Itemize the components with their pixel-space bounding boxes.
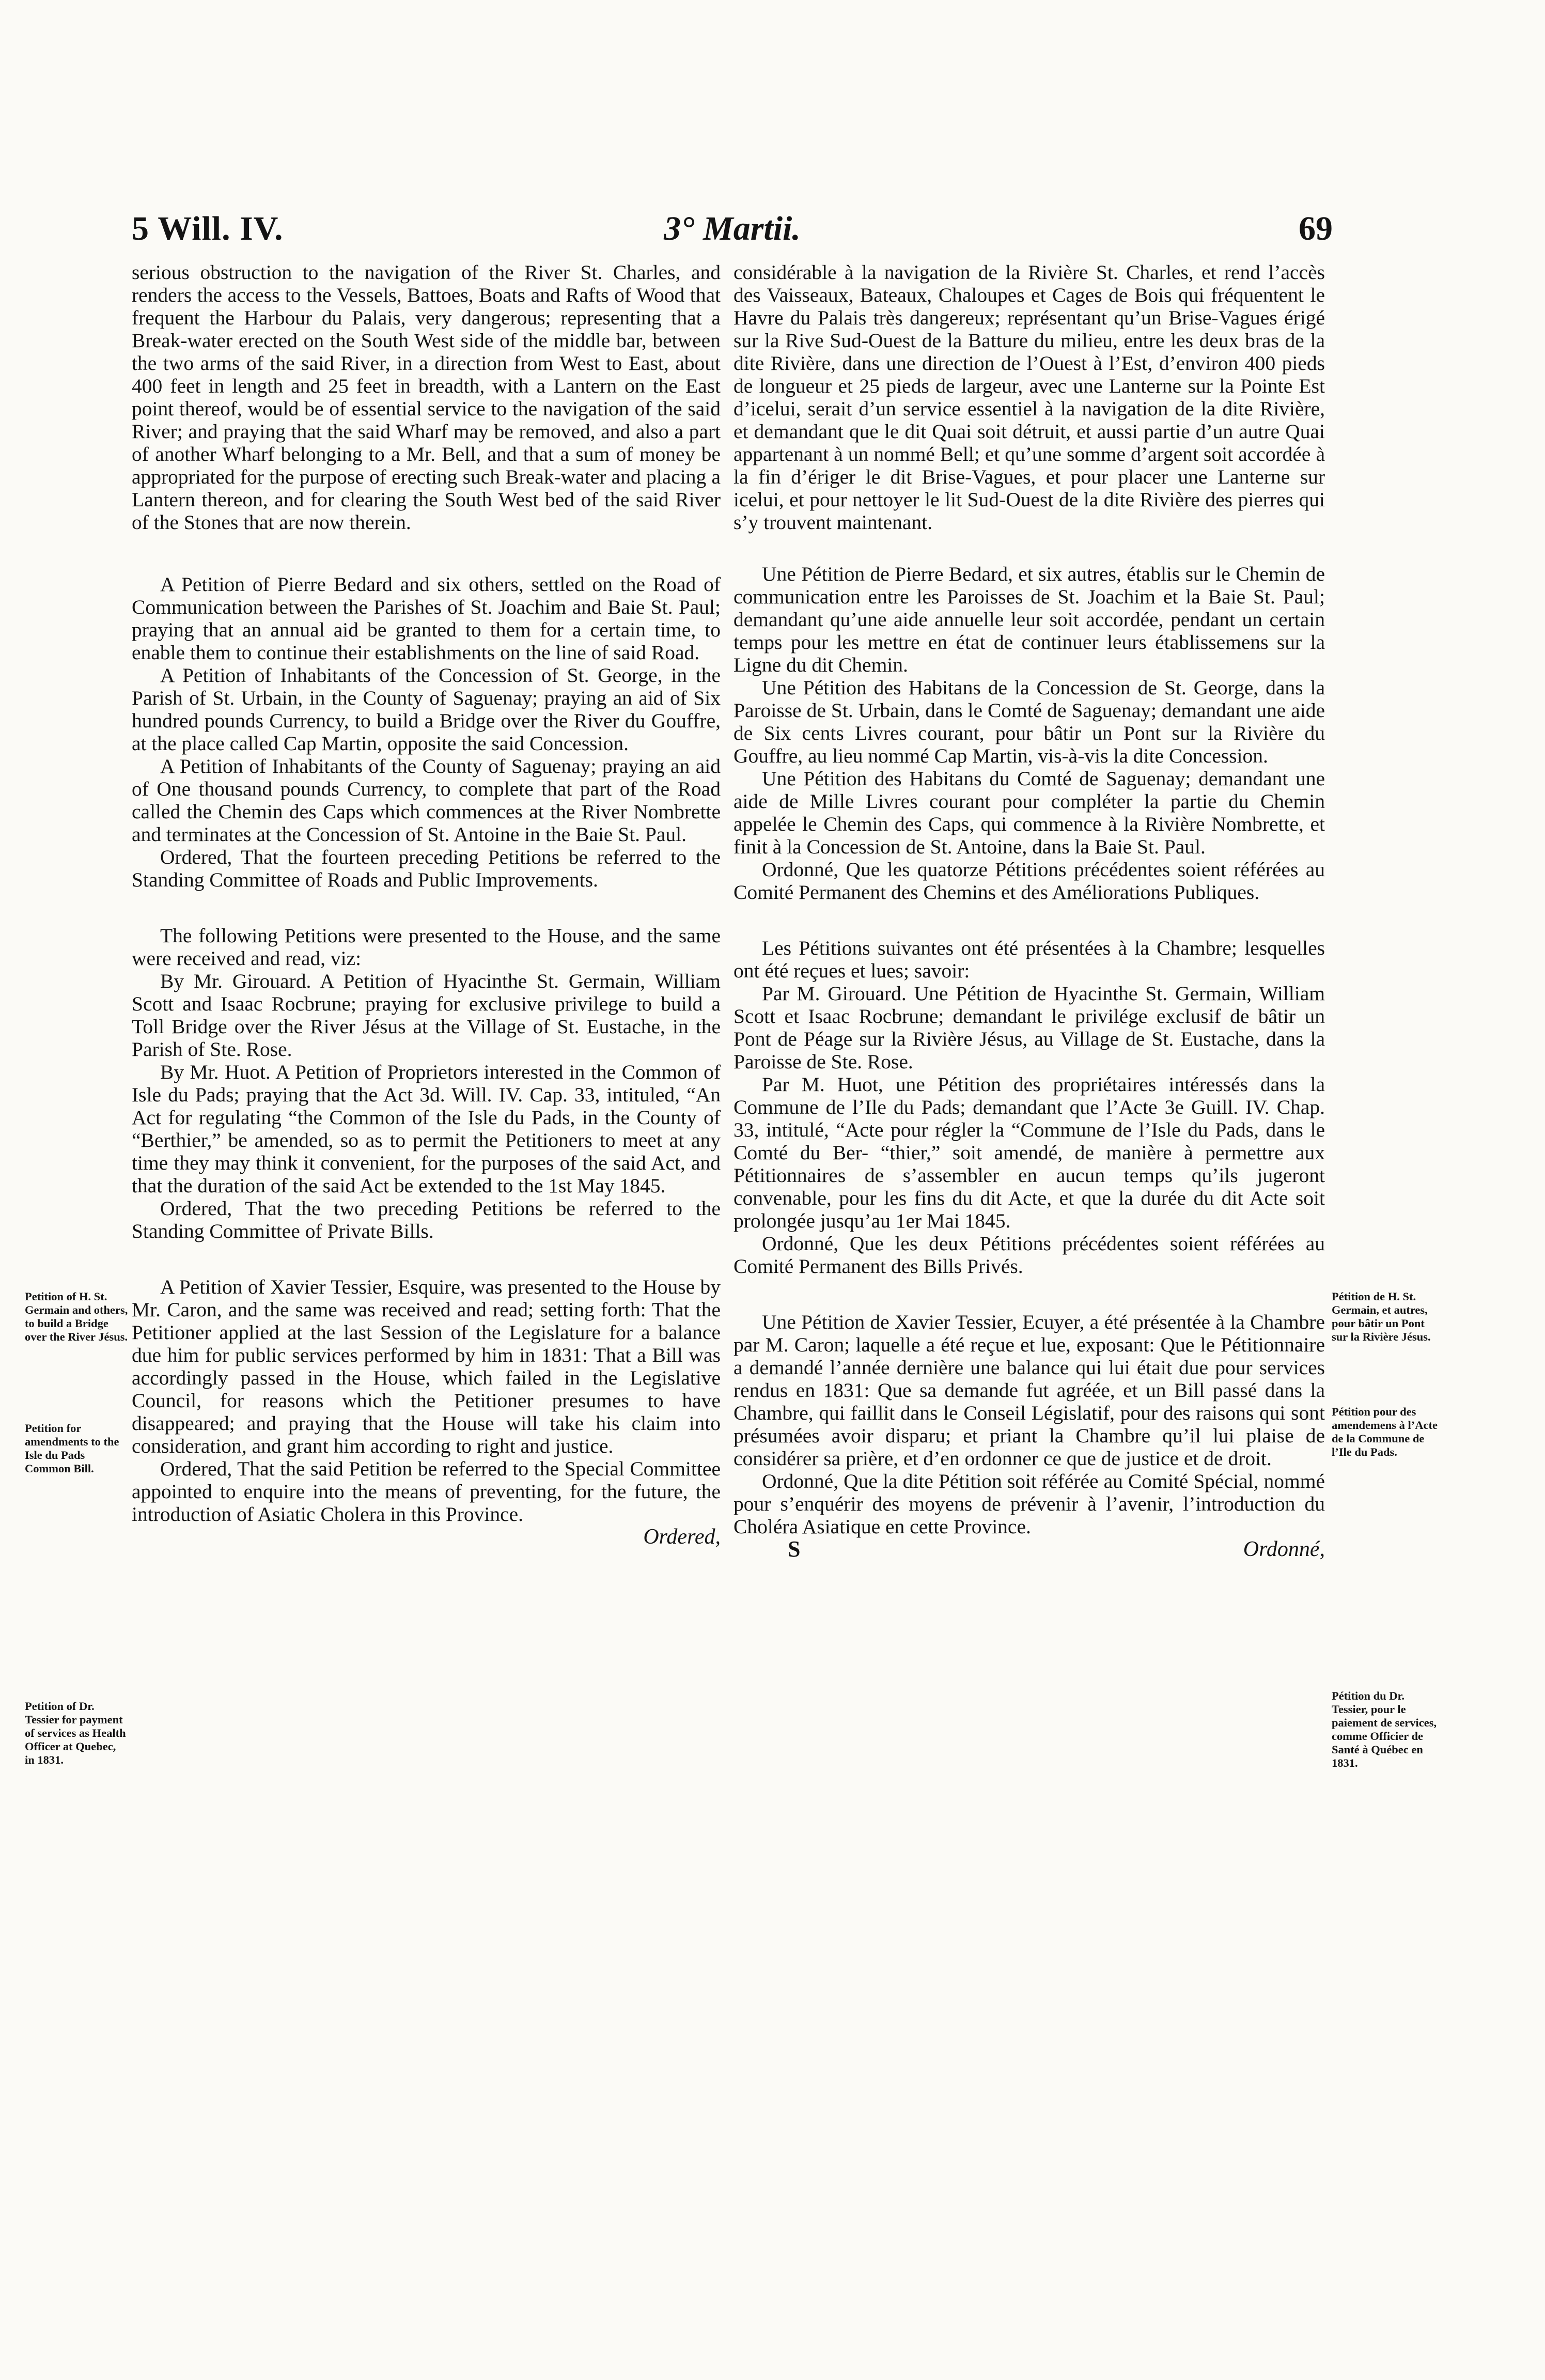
en-catchword: Ordered,	[643, 1525, 721, 1549]
fr-order-private-bills: Ordonné, Que les deux Pétitions précédentes soient référées au Comité Permanent des Bills Privés.	[734, 1232, 1325, 1278]
en-petition-huot: By Mr. Huot. A Petition of Proprietors interested in the Common of Isle du Pads; praying that the Act 3d. Will. IV. Cap. 33, intituled, “An Act for regulating “the Common of the Isle du Pads, in the County of “Berthier,” be amended, so as to permit the Petitioners to meet at any time they may think it convenient, for the purposes of the said Act, and that the duration of the said Act be extended to the 1st May 1845.	[132, 1061, 721, 1197]
en-order-roads: Ordered, That the fourteen preceding Petitions be referred to the Standing Committee of Roads and Public Improvements.	[132, 846, 721, 891]
margin-note-girouard-fr: Pétition de H. St. Germain, et autres, pour bâtir un Pont sur la Rivière Jésus.	[1332, 1290, 1431, 1343]
fr-petition-saguenay: Une Pétition des Habitans du Comté de Saguenay; demandant une aide de Mille Livres courant pour compléter la partie du Chemin appelée le Chemin des Caps, qui commence à la Rivière Nombrette, et finit à la Concession de St. Antoine, dans la Baie St. Paul.	[734, 767, 1325, 858]
fr-order-cholera: Ordonné, Que la dite Pétition soit référée au Comité Spécial, nommé pour s’enquérir des moyens de prévenir à l’avenir, l’introduction du Choléra Asiatique en cette Province.	[734, 1470, 1325, 1538]
fr-catchword-line	[734, 1538, 1325, 1561]
fr-order-roads: Ordonné, Que les quatorze Pétitions précédentes soient référées au Comité Permanent des Chemins et des Améliorations Publiques.	[734, 858, 1325, 904]
regnal-year: 5 Will. IV.	[132, 210, 284, 247]
en-petition-girouard: By Mr. Girouard. A Petition of Hyacinthe St. Germain, William Scott and Isaac Rocbrune; praying for exclusive privilege to build a Toll Bridge over the River Jésus at the Village of St. Eustache, in the Parish of Ste. Rose.	[132, 970, 721, 1061]
fr-petition-bedard: Une Pétition de Pierre Bedard, et six autres, établis sur le Chemin de communication entre les Paroisses de St. Joachim et la Baie St. Paul; demandant qu’une aide annuelle leur soit accordée, pendant un certain temps pour les mettre en état de continuer leurs établissemens sur la Ligne du dit Chemin.	[734, 563, 1325, 676]
margin-note-huot-en: Petition for amendments to the Isle du Pads Common Bill.	[25, 1422, 119, 1475]
english-column	[132, 261, 721, 1548]
en-petition-saguenay: A Petition of Inhabitants of the County of Saguenay; praying an aid of One thousand pounds Currency, to complete that part of the Road called the Chemin des Caps which commences at the River Nombrette and terminates at the Concession of St. Antoine in the Baie St. Paul.	[132, 755, 721, 846]
fr-petition-huot: Par M. Huot, une Pétition des propriétaires intéressés dans la Commune de l’Ile du Pads; demandant que l’Acte 3e Guill. IV. Chap. 33, intitulé, “Acte pour régler la “Commune de l’Isle du Pads, dans le Comté du Ber- “thier,” soit amendé, de manière à permettre aux Pétitionnaires de s’assembler en aucun temps qu’ils jugeront convenable, pour les fins du dit Acte, et que la durée du dit Acte soit prolongée jusqu’au 1er Mai 1845.	[734, 1073, 1325, 1232]
fr-following-petitions: Les Pétitions suivantes ont été présentées à la Chambre; lesquelles ont été reçues et lues; savoir:	[734, 937, 1325, 982]
fr-petition-st-george: Une Pétition des Habitans de la Concession de St. George, dans la Paroisse de St. Urbain, dans le Comté de Saguenay; demandant une aide de Six cents Livres courant, pour bâtir un Pont sur la Rivière du Gouffre, au lieu nommé Cap Martin, vis-à-vis la dite Concession.	[734, 676, 1325, 767]
en-petition-st-george: A Petition of Inhabitants of the Concession of St. George, in the Parish of St. Urbain, in the County of Saguenay; praying an aid of Six hundred pounds Currency, to build a Bridge over the River du Gouffre, at the place called Cap Martin, opposite the said Concession.	[132, 664, 721, 755]
session-date: 3° Martii.	[664, 210, 801, 247]
en-petition-bedard: A Petition of Pierre Bedard and six others, settled on the Road of Communication between the Parishes of St. Joachim and Baie St. Paul; praying that an annual aid be granted to them for a certain time, to enable them to continue their establishments on the line of said Road.	[132, 573, 721, 664]
running-head	[132, 209, 1333, 256]
fr-catchword: Ordonné,	[1243, 1537, 1325, 1561]
fr-petition-girouard: Par M. Girouard. Une Pétition de Hyacinthe St. Germain, William Scott et Isaac Rocbrune; demandant le privilége exclusif de bâtir un Pont de Péage sur la Rivière Jésus, au Village de St. Eustache, dans la Paroisse de Ste. Rose.	[734, 982, 1325, 1073]
en-order-private-bills: Ordered, That the two preceding Petitions be referred to the Standing Committee of Private Bills.	[132, 1197, 721, 1242]
fr-paragraph-obstruction: considérable à la navigation de la Rivière St. Charles, et rend l’accès des Vaisseaux, Bateaux, Chaloupes et Cages de Bois qui fréquentent le Havre du Palais très dangereux; représentant qu’un Brise-Vagues érigé sur la Rive Sud-Ouest de la Batture du milieu, entre les deux bras de la dite Rivière, dans une direction de l’Ouest à l’Est, d’environ 400 pieds de longueur et 25 pieds de largeur, avec une Lanterne sur la Pointe Est d’icelui, serait d’un service essentiel à la navigation de la dite Rivière, et demandant que le dit Quai soit détruit, et aussi partie d’un autre Quai appartenant à un nommé Bell; et qu’une somme d’argent soit accordée à la fin d’ériger le dit Brise-Vagues, et pour placer une Lanterne sur icelui, et pour nettoyer le lit Sud-Ouest de la dite Rivière des pierres qui s’y trouvent maintenant.	[734, 261, 1325, 534]
margin-note-girouard-en: Petition of H. St. Germain and others, to build a Bridge over the River Jésus.	[25, 1290, 128, 1343]
en-following-petitions: The following Petitions were presented to the House, and the same were received and read, viz:	[132, 924, 721, 970]
margin-note-huot-fr: Pétition pour des amendemens à l’Acte de la Commune de l’Ile du Pads.	[1332, 1405, 1438, 1458]
margin-note-tessier-en: Petition of Dr. Tessier for payment of services as Health Officer at Quebec, in 1831.	[25, 1700, 126, 1766]
margin-note-tessier-fr: Pétition du Dr. Tessier, pour le paiement de services, comme Officier de Santé à Québec en 1831.	[1332, 1689, 1437, 1769]
en-order-cholera: Ordered, That the said Petition be referred to the Special Committee appointed to enquire into the means of preventing, for the future, the introduction of Asiatic Cholera in this Province.	[132, 1457, 721, 1526]
en-petition-tessier: A Petition of Xavier Tessier, Esquire, was presented to the House by Mr. Caron, and the same was received and read; setting forth: That the Petitioner applied at the last Session of the Legislature for a balance due him for public services performed by him in 1831: That a Bill was accordingly passed in the House, which failed in the Legislative Council, for reasons which the Petitioner presumes to have disappeared; and praying that the House will take his claim into consideration, and grant him according to right and justice.	[132, 1275, 721, 1457]
page-number: 69	[1299, 210, 1333, 247]
french-column	[734, 261, 1325, 1561]
fr-petition-tessier: Une Pétition de Xavier Tessier, Ecuyer, a été présentée à la Chambre par M. Caron; laquelle a été reçue et lue, exposant: Que le Pétitionnaire a demandé l’année dernière une balance qui lui était due pour services rendus en 1831: Que sa demande fut agréée, et un Bill passé dans la Chambre, qui faillit dans le Conseil Législatif, pour des raisons qui sont présumées avoir disparu; et priant la Chambre qu’il lui plaise de considérer sa prière, et d’en ordonner ce que de justice et de droit.	[734, 1311, 1325, 1470]
signature-mark: S	[788, 1536, 801, 1562]
en-paragraph-obstruction: serious obstruction to the navigation of the River St. Charles, and renders the access to the Vessels, Battoes, Boats and Rafts of Wood that frequent the Harbour du Palais, very dangerous; representing that a Break-water erected on the South West side of the middle bar, between the two arms of the said River, in a direction from West to East, about 400 feet in length and 25 feet in breadth, with a Lantern on the East point thereof, would be of essential service to the navigation of the said River; and praying that the said Wharf may be removed, and also a part of another Wharf belonging to a Mr. Bell, and that a sum of money be appropriated for the purpose of erecting such Break-water and placing a Lantern thereon, and for clearing the South West bed of the said River of the Stones that are now therein.	[132, 261, 721, 534]
